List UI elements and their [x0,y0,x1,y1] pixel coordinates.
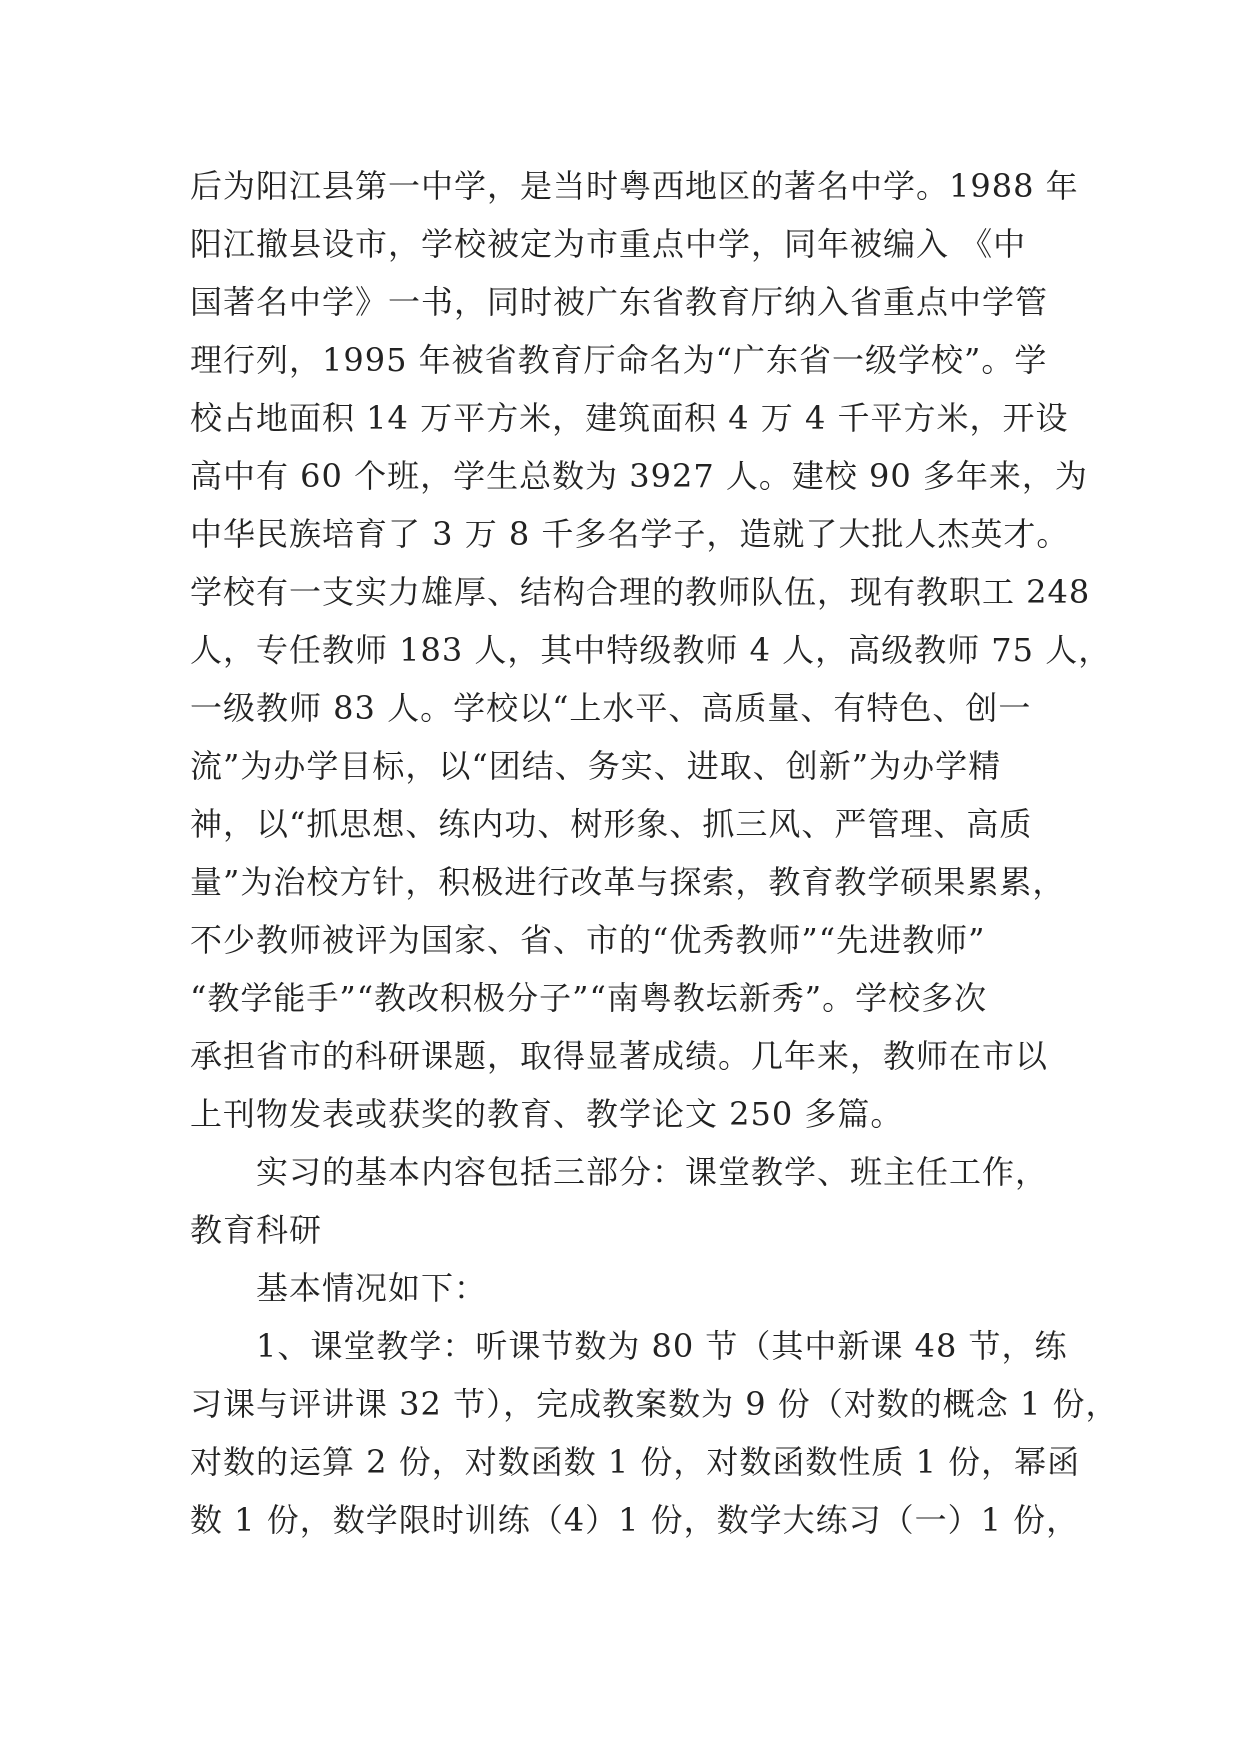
text-line: 一级教师 83 人。学校以“上水平、高质量、有特色、创一 [190,689,1032,727]
text-line: 后为阳江县第一中学，是当时粤西地区的著名中学。1988 年 [190,167,1079,205]
body-text [190,157,1119,1549]
text-line: 阳江撤县设市，学校被定为市重点中学，同年被编入 《中 [190,225,1027,263]
paragraph-start-line: 基本情况如下： [256,1269,488,1307]
text-line: 中华民族培育了 3 万 8 千多名学子，造就了大批人杰英才。 [190,515,1070,553]
text-line: 对数的运算 2 份，对数函数 1 份，对数函数性质 1 份，幂函 [190,1443,1081,1481]
paragraph-start-line: 1、课堂教学：听课节数为 80 节（其中新课 48 节，练 [256,1327,1068,1365]
paragraph-start-line: 实习的基本内容包括三部分：课堂教学、班主任工作， [256,1153,1049,1191]
text-line: 不少教师被评为国家、省、市的“优秀教师”“先进教师” [190,921,986,959]
text-line: 学校有一支实力雄厚、结构合理的教师队伍，现有教职工 248 [190,573,1091,611]
text-line: 国著名中学》一书，同时被广东省教育厅纳入省重点中学管 [190,283,1049,321]
text-line: “教学能手”“教改积极分子”“南粤教坛新秀”。学校多次 [190,979,988,1017]
text-line: 习课与评讲课 32 节），完成教案数为 9 份（对数的概念 1 份， [190,1385,1119,1423]
text-line: 高中有 60 个班，学生总数为 3927 人。建校 90 多年来，为 [190,457,1088,495]
text-line: 人，专任教师 183 人，其中特级教师 4 人，高级教师 75 人， [190,631,1112,669]
text-line: 教育科研 [190,1211,323,1249]
text-line: 神，以“抓思想、练内功、树形象、抓三风、严管理、高质 [190,805,1033,843]
text-line: 量”为治校方针，积极进行改革与探索，教育教学硕果累累， [190,863,1066,901]
text-line: 数 1 份，数学限时训练（4）1 份，数学大练习（一）1 份， [190,1501,1080,1539]
text-line: 理行列，1995 年被省教育厅命名为“广东省一级学校”。学 [190,341,1048,379]
text-line: 上刊物发表或获奖的教育、教学论文 250 多篇。 [190,1095,904,1133]
text-line: 承担省市的科研课题，取得显著成绩。几年来，教师在市以 [190,1037,1049,1075]
text-line: 流”为办学目标，以“团结、务实、进取、创新”为办学精 [190,747,1002,785]
text-line: 校占地面积 14 万平方米，建筑面积 4 万 4 千平方米，开设 [190,399,1069,437]
